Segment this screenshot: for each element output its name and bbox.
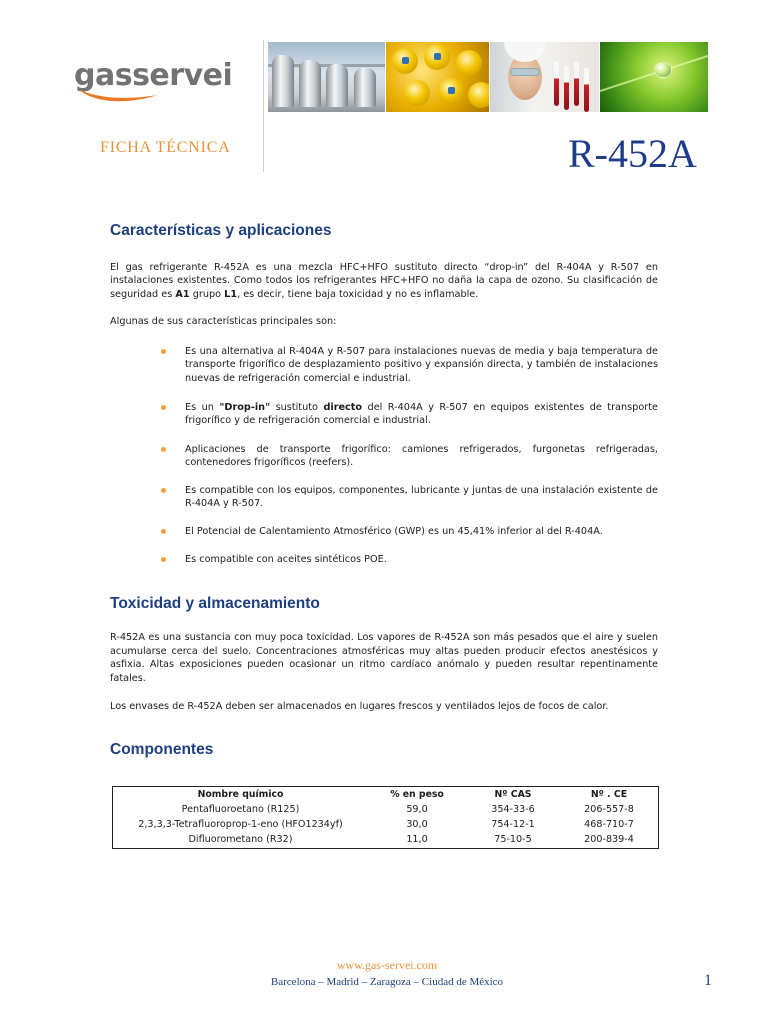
product-title: R-452A (568, 131, 697, 176)
bullet-icon (161, 405, 166, 410)
table-cell: 75-10-5 (494, 834, 532, 845)
components-table (112, 786, 659, 849)
section-heading-components: Componentes (110, 741, 214, 758)
table-row (113, 832, 658, 847)
column-header: % en peso (390, 789, 444, 800)
table-cell: 206-557-8 (584, 804, 634, 815)
list-item-text: Es una alternativa al R-404A y R-507 para instalaciones nuevas de media y baja temperatura de transporte frigorífico de desplazamiento positivo y expansión directa, y también de instalaciones nuevas de refrigeración comercial e industrial. (185, 346, 658, 384)
intro-text: grupo (189, 288, 225, 300)
company-logo: gasservei (74, 58, 233, 93)
list-item-text: El Potencial de Calentamiento Atmosférico (GWP) es un 45,41% inferior al del R-404A. (185, 526, 603, 537)
intro-text: , es decir, tiene baja toxicidad y no es inflamable. (237, 288, 479, 300)
intro-text: El gas refrigerante R-452A es una mezcla HFC+HFO sustituto directo “drop-in” del R-404A y R-507 en instalaciones existentes. Como todos los refrigerantes HFC+HFO no daña la capa de ozono. Su clasificación de seguridad es (110, 262, 658, 300)
section-heading-toxicity: Toxicidad y almacenamiento (110, 595, 320, 612)
table-row (113, 817, 658, 832)
cylinder-shape (456, 50, 482, 76)
tank-shape (326, 64, 348, 107)
list-item-text (185, 401, 658, 428)
cap-shape (504, 42, 546, 62)
table-row (113, 802, 658, 817)
list-item (160, 345, 658, 385)
list-item (160, 525, 658, 538)
cylinder-shape (404, 80, 430, 106)
list-item-text: Es compatible con aceites sintéticos POE. (185, 554, 387, 565)
section-heading-characteristics: Características y aplicaciones (110, 222, 332, 239)
document-type-label: FICHA TÉCNICA (100, 139, 231, 156)
test-tube-shape (574, 62, 579, 106)
column-header: Nombre químico (197, 789, 284, 800)
water-drop-shape (654, 62, 672, 78)
goggles-shape (510, 68, 540, 76)
bullet-icon (161, 529, 166, 534)
valve-shape (448, 87, 455, 94)
table-header-row (113, 787, 658, 802)
valve-shape (434, 53, 441, 60)
header-photo-strip (268, 42, 708, 112)
table-cell: 30,0 (406, 819, 428, 830)
valve-shape (402, 57, 409, 64)
table-cell: 354-33-6 (491, 804, 535, 815)
bullet-icon (161, 447, 166, 452)
table-cell: Difluorometano (R32) (188, 834, 293, 845)
toxicity-paragraph: R-452A es una sustancia con muy poca toxicidad. Los vapores de R-452A son más pesados que el aire y suelen acumularse cerca del suelo. Concentraciones atmosféricas muy altas pueden producir efectos anestésicos y asfixia. Altas exposiciones pueden ocasionar un ritmo cardíaco anómalo y pueden resultar repentinamente fatales. (110, 632, 658, 684)
test-tube-shape (584, 68, 589, 112)
safety-class-value: A1 (175, 288, 190, 300)
list-item-text: Aplicaciones de transporte frigorífico: camiones refrigerados, furgonetas refrigeradas, contenedores frigoríficos (reefers). (185, 444, 658, 469)
table-cell: 754-12-1 (491, 819, 535, 830)
header-divider (263, 40, 264, 172)
tank-shape (299, 60, 321, 107)
column-header: Nº CAS (494, 789, 532, 800)
table-cell: 2,3,3,3-Tetrafluoroprop-1-eno (HFO1234yf) (138, 819, 343, 830)
gas-cylinders-photo (386, 42, 489, 112)
safety-group-value: L1 (224, 288, 238, 300)
bold-segment: directo (323, 402, 363, 413)
bullet-icon (161, 488, 166, 493)
cylinder-shape (468, 82, 489, 108)
text-segment: Es un (185, 402, 220, 413)
tank-shape (354, 68, 376, 107)
table-cell: 200-839-4 (584, 834, 634, 845)
features-lead: Algunas de sus características principales son: (110, 316, 337, 327)
tank-shape (272, 55, 294, 107)
office-locations: Barcelona – Madrid – Zaragoza – Ciudad de México (270, 976, 504, 988)
test-tube-shape (564, 66, 569, 110)
list-item (160, 443, 658, 470)
website-link[interactable]: www.gas-servei.com (336, 958, 438, 972)
table-cell: Pentafluoroetano (R125) (181, 804, 300, 815)
bullet-icon (161, 349, 166, 354)
list-item (160, 401, 658, 428)
list-item-text: Es compatible con los equipos, componentes, lubricante y juntas de una instalación existente de R-404A y R-507. (185, 485, 658, 510)
list-item (160, 553, 658, 566)
table-cell: 468-710-7 (584, 819, 634, 830)
text-segment: del R-404A y R-507 en equipos existentes de transporte frigorífico y de refrigeración comercial e industrial. (185, 402, 659, 427)
list-item (160, 484, 658, 511)
storage-paragraph: Los envases de R-452A deben ser almacenados en lugares frescos y ventilados lejos de focos de calor. (110, 701, 609, 712)
bullet-icon (161, 557, 166, 562)
text-segment: sustituto (270, 402, 324, 413)
table-cell: 59,0 (406, 804, 428, 815)
logo-swoosh-icon (76, 88, 160, 106)
laboratory-photo (490, 42, 599, 112)
page-number: 1 (704, 972, 712, 989)
green-leaf-photo (600, 42, 708, 112)
bold-segment: "Drop-in" (219, 402, 271, 413)
tanks-photo (268, 42, 385, 112)
column-header: Nº . CE (590, 789, 628, 800)
table-cell: 11,0 (406, 834, 428, 845)
intro-paragraph (110, 261, 658, 301)
test-tube-shape (554, 62, 559, 106)
